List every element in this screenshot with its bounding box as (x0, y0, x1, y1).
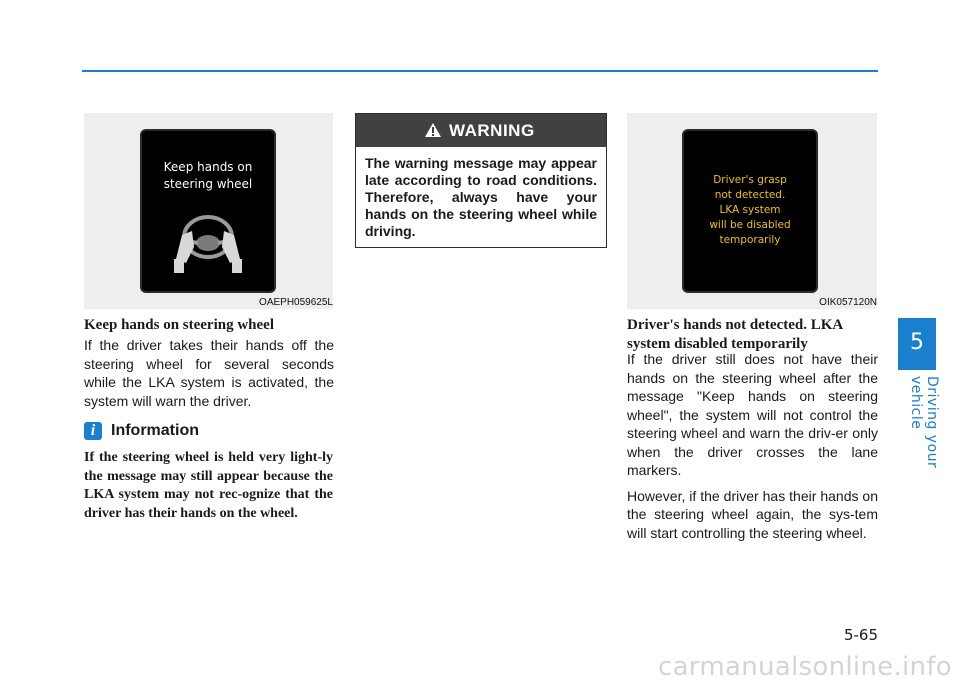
warning-box (355, 113, 607, 248)
warning-text: The warning message may appear late according to road conditions. Therefore, always have your hands on the steering wheel while driving. (365, 155, 597, 239)
info-icon: i (84, 422, 102, 440)
figure-code: OAEPH059625L (259, 297, 333, 308)
body-text (627, 350, 878, 549)
body-paragraph: If the driver still does not have their hands on the steering wheel after the message "Keep hands on steering wheel", the system will not control the steering wheel and warn the driv-er only when the driver crosses the lane markers. (627, 351, 878, 478)
chapter-tab (898, 318, 936, 370)
watermark: carmanualsonline.info (657, 652, 952, 682)
information-header (84, 421, 334, 443)
cluster-message: Keep hands on steering wheel (163, 160, 253, 191)
keep-hands-figure (84, 113, 333, 309)
warning-header (356, 114, 606, 147)
cluster-message: Driver's grasp not detected. LKA system will be disabled temporarily (709, 174, 791, 246)
cluster-display (684, 131, 816, 291)
page-number: 5-65 (843, 626, 878, 644)
information-title: Information (111, 422, 199, 439)
top-rule (82, 70, 878, 72)
warning-label: WARNING (449, 121, 535, 140)
body-paragraph: However, if the driver has their hands on the steering wheel again, the sys-tem will start controlling the steering wheel. (627, 487, 878, 541)
body-paragraph: If the driver takes their hands off the steering wheel for several seconds while the LKA system is activated, the system will warn the driver. (84, 337, 334, 409)
chapter-title-text: Driving your vehicle (908, 376, 940, 469)
section-heading: Keep hands on steering wheel (84, 317, 275, 333)
section-heading: Driver's hands not detected. LKA system disabled temporarily (627, 317, 843, 352)
chapter-title (898, 376, 940, 506)
steering-wheel-hands-icon (172, 213, 244, 275)
chapter-number: 5 (910, 330, 924, 355)
information-text: If the steering wheel is held very light-ly the message may still appear because the LKA system may not rec-ognize that the driver has their hands on the wheel. (84, 450, 333, 521)
grasp-not-detected-figure (627, 113, 877, 309)
warning-triangle-icon (424, 122, 442, 138)
figure-code: OIK057120N (819, 297, 877, 308)
cluster-display (142, 131, 274, 291)
